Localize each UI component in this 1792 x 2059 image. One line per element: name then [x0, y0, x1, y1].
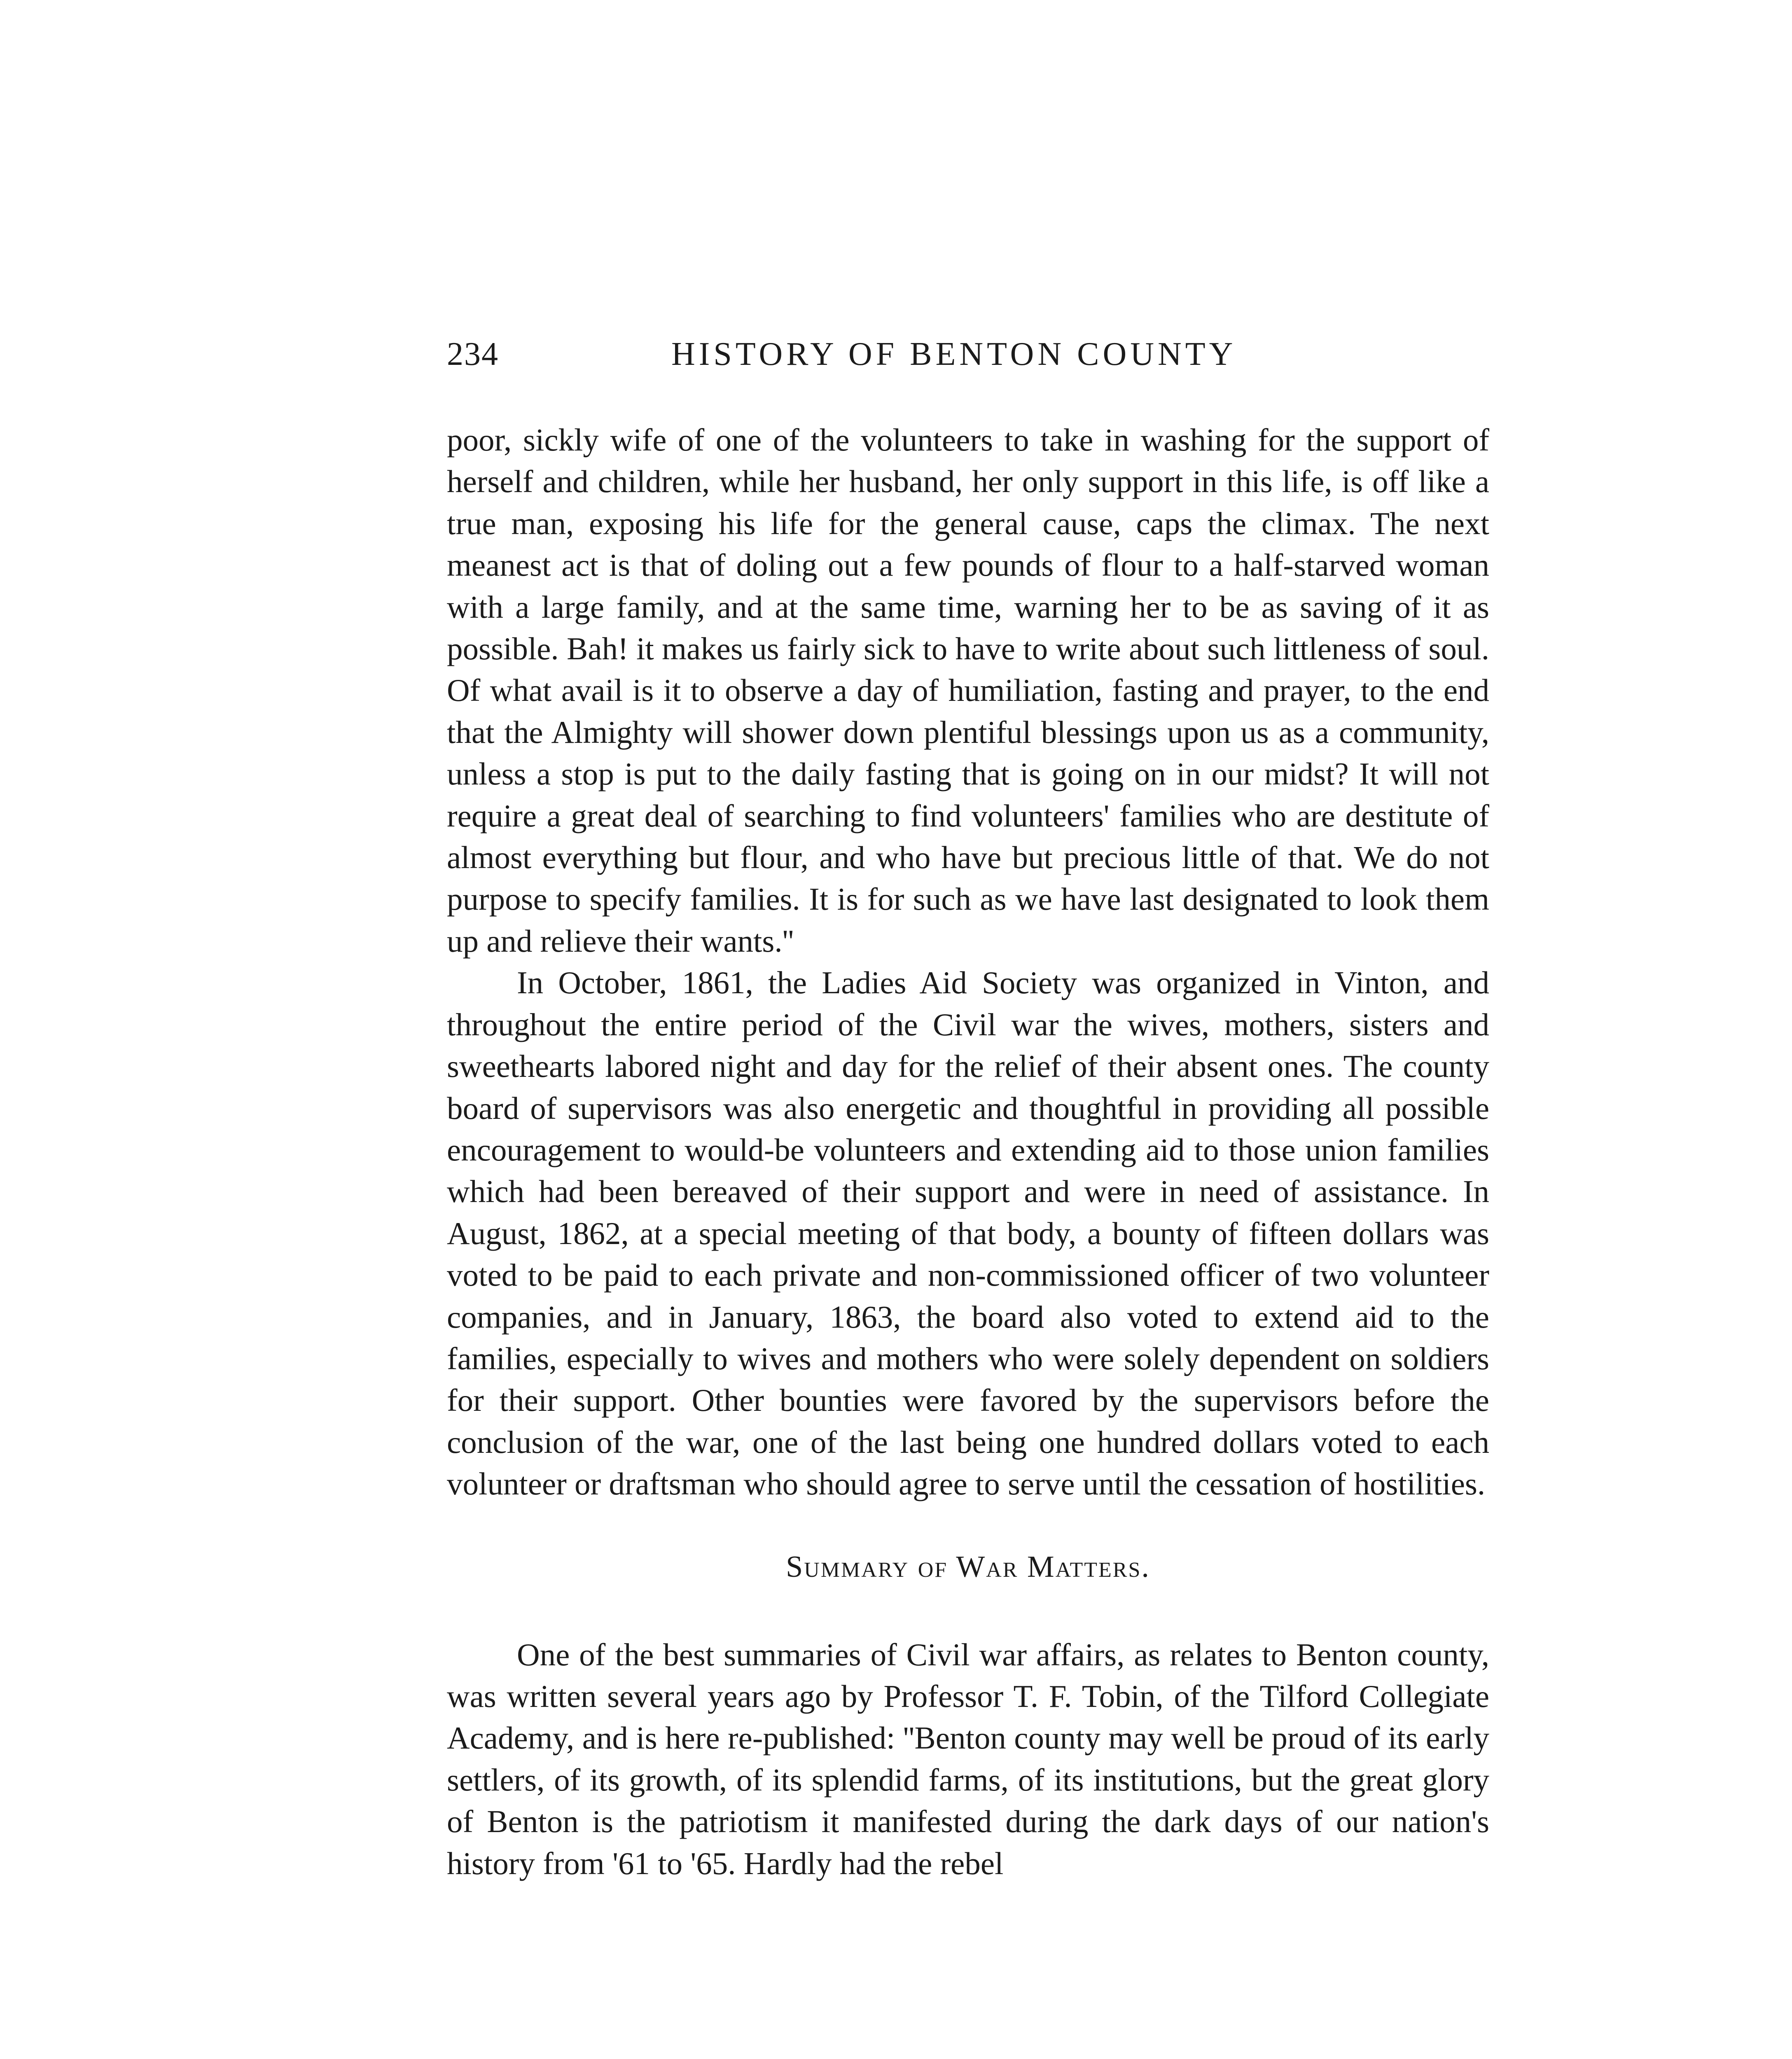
paragraph-ladies-aid-society: In October, 1861, the Ladies Aid Society was organized in Vinton, and throughout the entire period of the Civil war the wives, mothers, sisters and sweethearts labored night and day for the relief of their absent ones. The county board of supervisors was also energetic and thoughtful in providing all possible encouragement to would-be volunteers and extending aid to those union families which had been bereaved of their support and were in need of assistance. In August, 1862, at a special meeting of that body, a bounty of fifteen dollars was voted to be paid to each private and non-commissioned officer of two volunteer companies, and in January, 1863, the board also voted to extend aid to the families, especially to wives and mothers who were solely dependent on soldiers for their support. Other bounties were favored by the supervisors before the conclusion of the war, one of the last being one hundred dollars voted to each volunteer or draftsman who should agree to serve until the cessation of hostilities.	[447, 965, 1489, 1502]
paragraph-continued: poor, sickly wife of one of the volunteers to take in washing for the support of herself and children, while her husband, her only support in this life, is off like a true man, exposing his life for the general cause, caps the climax. The next meanest act is that of doling out a few pounds of flour to a half-starved woman with a large family, and at the same time, warning her to be as saving of it as possible. Bah! it makes us fairly sick to have to write about such littleness of soul. Of what avail is it to observe a day of humiliation, fasting and prayer, to the end that the Almighty will shower down plentiful blessings upon us as a community, unless a stop is put to the daily fasting that is going on in our midst? It will not require a great deal of searching to find volunteers' families who are destitute of almost everything but flour, and who have but precious little of that. We do not purpose to specify families. It is for such as we have last designated to look them up and relieve their wants.''	[447, 422, 1489, 959]
page-header	[447, 329, 1489, 379]
paragraph-summary: One of the best summaries of Civil war affairs, as relates to Benton county, was written several years ago by Professor T. F. Tobin, of the Tilford Collegiate Academy, and is here re-published: ''Benton county may well be proud of its early settlers, of its growth, of its splendid farms, of its institutions, but the great glory of Benton is the patriotism it manifested during the dark days of our nation's history from '61 to '65. Hardly had the rebel	[447, 1636, 1489, 1881]
page-number: 234	[447, 336, 499, 372]
body-text	[447, 419, 1489, 1884]
section-heading: Summary of War Matters.	[786, 1550, 1150, 1584]
running-head: HISTORY OF BENTON COUNTY	[671, 336, 1237, 372]
